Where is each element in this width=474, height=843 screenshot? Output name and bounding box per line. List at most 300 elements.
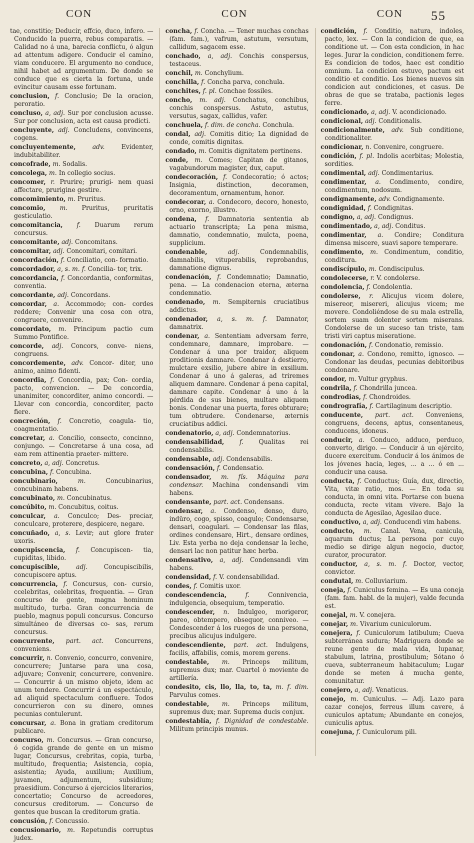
entry-definition: Concretio, coagula- tio, coagmentatio.: [14, 418, 154, 433]
entry-grammar: a, adj.: [354, 687, 374, 694]
dictionary-entry: [165, 216, 308, 248]
entry-grammar: a, adj.: [44, 460, 64, 467]
entry-headword: conejero,: [320, 687, 353, 694]
entry-grammar: f.: [223, 174, 228, 181]
entry-definition: Doctor, vector, convictor.: [324, 561, 464, 576]
entry-headword: concurrente,: [10, 638, 55, 645]
dictionary-entry: [165, 456, 308, 464]
entry-definition: Condenso, denso, duro, indüro, cogo, spisso, coagulo; Condensarse, densari, coagulari. — Condensar las filas, ordines condensare, Hirt., densare ordines, Liv. Esta yerba no deja condensar la leche, densari lac non patitur hæc herba.: [169, 508, 309, 555]
entry-definition: Conchae fossiles.: [218, 88, 273, 95]
entry-headword: condolencia,: [320, 284, 365, 291]
entry-headword: conde,: [165, 157, 189, 164]
entry-grammar: f.: [193, 583, 198, 590]
dictionary-entry: [10, 720, 153, 736]
entry-definition: Comitis ditio; La dignidad de conde, comitis dignitas.: [169, 131, 309, 146]
entry-definition: Princeps militum, supremus dux; mar. Suprema ducis conjux.: [169, 701, 309, 716]
entry-grammar: f.: [366, 284, 371, 291]
entry-headword: condición,: [320, 153, 357, 160]
dictionary-entry: [10, 170, 153, 178]
dictionary-entry: [321, 630, 464, 686]
entry-definition: Pruritus, pruritatis gesticulatio.: [14, 205, 154, 220]
entry-grammar: adv.: [92, 144, 105, 151]
entry-headword: condal,: [165, 131, 191, 138]
dictionary-entry: [10, 179, 153, 195]
entry-definition: Colluviarium.: [365, 578, 408, 585]
dictionary-entry: [165, 592, 308, 608]
entry-definition: Sententiam adversam ferre, condemnare, damnare, improbare. — Condenar á una por traidor, aliquem proditionis damnare. Condenar á destierro, mulctare exsilio, jubere abire in exsilium. Condenar á uno á galeras, ad triremes aliquem damnare. Condenar á pena capital, damnare capite. Condenar á uno á la pérdida de sus bienes, multare aliquem bonis. Condenar una puerta, fores obturare; tum obtrudere. Condenarse, æternis cruciatibus addici.: [169, 333, 309, 428]
dictionary-entry: [321, 214, 464, 222]
dictionary-entry: [10, 301, 153, 325]
entry-headword: condecorar,: [165, 199, 207, 206]
entry-definition: Comes; Capitan de gitanos, vagabundorum magister, dux, caput.: [169, 157, 309, 172]
dictionary-entry: [10, 239, 153, 247]
entry-definition: Conditus.: [395, 223, 426, 230]
dictionary-entry: [321, 696, 464, 728]
dictionary-entry: [165, 97, 308, 121]
entry-headword: condimento,: [320, 249, 364, 256]
dictionary-entry: [321, 153, 464, 169]
dictionary-entry: [321, 196, 464, 204]
entry-headword: concubina,: [10, 469, 48, 476]
entry-headword: condensabilidad,: [165, 439, 225, 446]
entry-headword: concordia,: [10, 377, 47, 384]
entry-grammar: m.: [350, 696, 359, 703]
dictionary-entry: [165, 508, 308, 556]
dictionary-entry: [321, 578, 464, 586]
dictionary-entry: [10, 377, 153, 417]
entry-definition: Conditionalis.: [378, 118, 422, 125]
entry-headword: concubinato,: [10, 495, 55, 502]
entry-definition: Connivencia, indulgencia, obsequium, temperatio.: [169, 592, 309, 607]
entry-headword: concreto,: [10, 460, 43, 467]
entry-grammar: adj.: [52, 248, 65, 255]
entry-grammar: a.: [50, 720, 56, 727]
dictionary-entry: [321, 342, 464, 350]
dictionary-entry: [10, 478, 153, 494]
entry-definition: Machina condensandi vim habens.: [169, 482, 309, 497]
entry-headword: conducir,: [320, 437, 353, 444]
entry-definition: V. condensabilidad.: [219, 574, 280, 581]
entry-headword: condor,: [320, 376, 347, 383]
dictionary-entry: [165, 299, 308, 315]
entry-headword: condado,: [165, 148, 197, 155]
dictionary-entry: [10, 248, 153, 256]
entry-grammar: m.: [67, 827, 75, 834]
dictionary-entry: [165, 684, 308, 700]
dictionary-entry: [10, 495, 153, 503]
entry-grammar: m.: [67, 196, 76, 203]
entry-grammar: m.: [56, 495, 65, 502]
entry-grammar: m.: [194, 157, 203, 164]
entry-definition: Concursus. — Gran concurso, ó cogida grande de gente en un mismo lugar, Concursus, crebritas, copia, turba, multitudo, frequentia; Asistencia, copia, asistentia; Ayuda, auxilium; Auxilium, juvamen, adjumentum, subsidium; praesidium. Concurso á ejercicios literarios, concertatio; Concurso de acreedores, concursus creditorum. — Concurso de gentes que buscan la creditorum gratia.: [14, 737, 154, 816]
dictionary-entry: [10, 435, 153, 459]
entry-headword: concofrade,: [10, 161, 51, 168]
entry-definition: Accommodo; con- cordes reddere; Convenir una cosa con otra, congruere, convenire.: [14, 301, 154, 324]
entry-definition: Condonatio, remissio.: [374, 342, 444, 349]
entry-headword: condonar,: [320, 351, 355, 358]
entry-definition: Sodalis.: [62, 161, 88, 168]
entry-headword: concurso,: [10, 737, 44, 744]
dictionary-entry: [321, 144, 464, 152]
entry-headword: concordancia,: [10, 275, 59, 282]
dictionary-entry: [165, 316, 308, 332]
entry-headword: conchil,: [165, 70, 193, 77]
entry-headword: conchites,: [165, 88, 201, 95]
column-3: [315, 28, 464, 756]
entry-grammar: f.: [353, 385, 358, 392]
dictionary-entry: [10, 110, 153, 126]
entry-definition: Concurrens, conveniens.: [14, 638, 154, 653]
header-left: CON: [66, 8, 93, 20]
dictionary-entry: [10, 469, 153, 477]
entry-grammar: a, adj.: [374, 223, 394, 230]
entry-grammar: a, s. m. f.: [217, 316, 267, 323]
entry-grammar: f.: [217, 274, 222, 281]
dictionary-entry: [10, 737, 153, 817]
entry-grammar: f.: [239, 439, 244, 446]
entry-headword: concordar,: [10, 301, 47, 308]
entry-grammar: m.: [363, 528, 372, 535]
entry-headword: concubinario,: [10, 478, 58, 485]
dictionary-entry: [165, 465, 308, 473]
entry-definition: Indolis acerbitas; Molestia, sordities.: [324, 153, 464, 168]
entry-grammar: n.: [46, 655, 53, 662]
dictionary-entry: [165, 439, 308, 455]
dictionary-entry: [10, 504, 153, 512]
entry-headword: condenatorio,: [165, 430, 214, 437]
entry-headword: condestable,: [165, 701, 210, 708]
entry-definition: Concubina.: [55, 469, 92, 476]
entry-definition: Conchis conspersus, testaceus.: [169, 53, 309, 68]
dictionary-entry: [321, 561, 464, 577]
entry-definition: Conclusio; De la oracion, peroratio.: [14, 93, 154, 108]
column-1: [10, 28, 154, 842]
entry-grammar: a, s.: [54, 530, 71, 537]
dictionary-entry: [165, 701, 308, 717]
entry-headword: conchilla,: [165, 79, 200, 86]
entry-headword: condesito, cis, llo, lla, to, ta,: [165, 684, 272, 691]
entry-grammar: a.: [375, 179, 381, 186]
dictionary-entry: [165, 131, 308, 147]
entry-definition: Conveniens, congruens, decens, aptus, consentaneus, conducens, idoneus.: [324, 412, 464, 435]
entry-grammar: f.: [363, 28, 368, 35]
entry-headword: condignamente,: [320, 196, 377, 203]
entry-definition: Cuniculorum latibulum; Cueva subterránea sudura; Madriguera donde se reune gente de mala vida, lupanar, stabulum, latrina, prostibulum; Sótano ó cueva, subterraneum habitaculum; Lugar donde se meten á mucha gente, comunitatur.: [324, 630, 464, 685]
entry-grammar: f.: [63, 581, 68, 588]
entry-grammar: adj.: [76, 564, 88, 571]
entry-headword: concomitar,: [10, 248, 52, 255]
dictionary-entry: [10, 564, 153, 580]
entry-grammar: a, s. m. f.: [364, 561, 407, 568]
entry-grammar: a, adj.: [45, 110, 65, 117]
entry-grammar: f.: [205, 216, 210, 223]
dictionary-entry: [10, 655, 153, 719]
dictionary-entry: [165, 430, 308, 438]
dictionary-entry: [10, 292, 153, 300]
entry-headword: condenación,: [165, 274, 212, 281]
entry-headword: condrila,: [320, 385, 352, 392]
dictionary-entry: [165, 28, 308, 52]
entry-headword: condensable,: [165, 456, 211, 463]
entry-headword: concurrir,: [10, 655, 45, 662]
entry-headword: conductivo,: [320, 519, 361, 526]
header-right: CON: [376, 8, 403, 20]
entry-headword: condenado,: [165, 299, 206, 306]
entry-definition: Evidenter, indubitabiliter.: [14, 144, 154, 159]
dictionary-entry: [321, 179, 464, 195]
entry-grammar: m.: [368, 266, 377, 273]
entry-grammar: m.: [350, 621, 359, 628]
entry-headword: concorde,: [10, 343, 44, 350]
entry-definition: Condensans.: [244, 499, 285, 506]
entry-headword: concursar,: [10, 720, 47, 727]
entry-grammar: m.: [355, 578, 364, 585]
entry-definition: Cuniculus femina. — Es una coneja (fam. fam. habl. de la mujer), valde fecunda est.: [324, 587, 464, 610]
entry-headword: conejo,: [320, 696, 346, 703]
dictionary-entry: [10, 257, 153, 265]
entry-grammar: f.: [356, 630, 361, 637]
dictionary-entry: [10, 196, 153, 204]
entry-definition: Alicujus vicem dolere, misereor, misereri, alicujus vicem; me movere. Condoliéndose de su mala estrella, sortem suam dolenter sortem miserans. Condolerse de un suceso tan triste, tam tristi viri captus miseratione.: [324, 293, 464, 340]
entry-definition: Conciliatio, con- formatio.: [66, 257, 149, 264]
dictionary-entry: [321, 293, 464, 341]
entry-definition: Pruritus.: [77, 196, 106, 203]
entry-grammar: adv.: [378, 196, 391, 203]
entry-definition: Bona in gratiam creditorum publicare.: [14, 720, 154, 735]
entry-grammar: part. act.: [233, 642, 268, 649]
entry-headword: concluso,: [10, 110, 43, 117]
entry-definition: Principum pactio cum Summo Pontifice.: [14, 326, 154, 341]
dictionary-entry: [321, 232, 464, 248]
entry-headword: concordación,: [10, 257, 59, 264]
header-center: CON: [221, 8, 248, 20]
entry-definition: Concubitus, coitus.: [58, 504, 119, 511]
entry-definition: Sub conditione, conditionaliter.: [324, 127, 464, 142]
entry-grammar: f.: [369, 403, 374, 410]
entry-grammar: a, adj.: [215, 430, 235, 437]
entry-grammar: a.: [53, 301, 60, 308]
entry-definition: Sempiternis cruciatibus addictus.: [169, 299, 309, 314]
entry-headword: condiscípulo,: [320, 266, 367, 273]
entry-definition: Conchylium.: [204, 70, 244, 77]
entry-definition: Condecoratio; ó actos; Insignia, distinction, decoramen, decoramentum, ornamentum, honor.: [169, 174, 309, 197]
dictionary-entry: [10, 638, 153, 654]
entry-headword: condicionar,: [320, 144, 364, 151]
entry-headword: concurrencia,: [10, 581, 58, 588]
entry-definition: Concordantia, conformitas, conventia.: [14, 275, 154, 290]
entry-grammar: f. dim. de concha.: [204, 122, 261, 129]
entry-definition: Cuniculorum pili.: [362, 729, 417, 736]
entry-grammar: f.: [60, 257, 65, 264]
entry-headword: coneja,: [320, 587, 346, 594]
entry-headword: concupiscible,: [10, 564, 60, 571]
entry-headword: condonación,: [320, 342, 367, 349]
entry-headword: concomimiento,: [10, 196, 66, 203]
entry-grammar: f.: [76, 222, 81, 229]
entry-grammar: m.: [194, 70, 203, 77]
entry-headword: condrografía,: [320, 403, 368, 410]
entry-definition: Militum principis munus.: [169, 726, 249, 733]
entry-grammar: m.: [59, 205, 68, 212]
running-header: [10, 8, 464, 24]
entry-grammar: a.: [358, 351, 364, 358]
entry-headword: condicional,: [320, 118, 363, 125]
entry-headword: concordato,: [10, 326, 52, 333]
entry-definition: Sur por conclusion acusse. Sur por conclusion, acta est causa prodicti.: [14, 110, 154, 125]
entry-definition: Damnator, damnatrix.: [169, 316, 309, 331]
entry-grammar: m.: [77, 478, 86, 485]
entry-headword: condensidad,: [165, 574, 212, 581]
entry-grammar: m. fís. Máquina para condensar.: [169, 474, 309, 489]
entry-headword: condensación,: [165, 465, 215, 472]
entry-grammar: adj.: [61, 239, 74, 246]
entry-definition: Canal. Vena, canicula, aquarum ductus; La persona por cuyo medio se dirige algun negocio, ductor, curator, procurator.: [324, 528, 464, 559]
entry-grammar: f.: [201, 79, 206, 86]
entry-headword: condicionado,: [320, 109, 370, 116]
entry-headword: concusionario,: [10, 827, 62, 834]
dictionary-entry: [165, 70, 308, 78]
entry-grammar: adj.: [57, 292, 69, 299]
dictionary-entry: [165, 148, 308, 156]
entry-grammar: a, adj.: [356, 214, 376, 221]
entry-grammar: m.: [48, 504, 57, 511]
dictionary-entry: [321, 612, 464, 620]
entry-definition: V. condolerse.: [376, 275, 421, 282]
entry-grammar: a, adj.: [362, 519, 382, 526]
entry-grammar: m. adj.: [199, 97, 226, 104]
entry-headword: condestable,: [165, 659, 210, 666]
entry-headword: concordador,: [10, 266, 56, 273]
entry-definition: Condiscipulus.: [378, 266, 425, 273]
entry-headword: condes,: [165, 583, 192, 590]
entry-headword: condenar,: [165, 333, 200, 340]
entry-grammar: f.: [60, 275, 66, 282]
entry-grammar: f.: [363, 394, 368, 401]
entry-grammar: adj.: [212, 456, 225, 463]
dictionary-entry: [321, 394, 464, 402]
entry-definition: Concursus, con- cursio, ccelebritas, celebritas, frequentia. — Gran concurso de gente, magna hominum multitudo, turba. Gran concurrencia de pueblo, magnus populi concursus. Concurso simultáneo de diversas co- sas, rerum concursus.: [14, 581, 154, 636]
entry-headword: concomitante,: [10, 239, 60, 246]
entry-headword: concusión,: [10, 818, 48, 825]
dictionary-entry: [321, 351, 464, 375]
entry-definition: Concordans.: [70, 292, 111, 299]
entry-headword: conejal,: [320, 612, 348, 619]
entry-grammar: f.: [49, 469, 55, 476]
dictionary-entry: [10, 93, 153, 109]
entry-grammar: adj.: [368, 170, 380, 177]
dictionary-entry: [10, 343, 153, 359]
entry-headword: concordante,: [10, 292, 56, 299]
entry-definition: Concretus.: [65, 460, 100, 467]
entry-definition: In collegio socius.: [58, 170, 116, 177]
dictionary-entry: [321, 205, 464, 213]
dictionary-entry: [10, 418, 153, 434]
dictionary-entry: [321, 519, 464, 527]
dictionary-entry: [321, 412, 464, 436]
entry-definition: Concupiscibilis, concupiscere aptus.: [14, 564, 154, 579]
entry-grammar: f.: [347, 587, 352, 594]
entry-grammar: f. pl.: [202, 88, 217, 95]
entry-headword: concreción,: [10, 418, 51, 425]
header-right-group: [377, 8, 446, 24]
entry-headword: condensador,: [165, 474, 212, 481]
entry-definition: Condimentarius.: [381, 170, 434, 177]
entry-grammar: f.: [368, 342, 373, 349]
entry-grammar: a.: [358, 437, 365, 444]
entry-definition: Concomitari, comitari.: [66, 248, 138, 255]
entry-headword: condimentado,: [320, 223, 373, 230]
entry-grammar: adj.: [364, 118, 377, 125]
dictionary-entry: [321, 266, 464, 274]
dictionary-entry: [321, 275, 464, 283]
entry-headword: condignidad,: [320, 205, 366, 212]
column-2: [159, 28, 308, 756]
entry-definition: Venaticus.: [375, 687, 409, 694]
entry-definition: Concha. — Tener muchas conchas (fam. fam.), vafrum, astutum, versutum, callidum, sagacem esse.: [169, 28, 309, 51]
entry-headword: concordemente,: [10, 360, 66, 367]
entry-definition: Concilio, consecto, concinno, conjungo. — Concretarse á una cosa, ad eam rem attinentia praeter- mittere.: [14, 435, 154, 458]
entry-definition: Concors, conve- niens, congruens.: [14, 343, 154, 358]
dictionary-entry: [165, 174, 308, 198]
entry-headword: concretar,: [10, 435, 46, 442]
entry-grammar: r.: [370, 275, 375, 282]
entry-grammar: r.: [369, 293, 374, 300]
entry-definition: Vivarium cuniculorum.: [359, 621, 432, 628]
dictionary-entry: [10, 127, 153, 143]
entry-definition: Condimentum, conditio, conditura.: [324, 249, 464, 264]
entry-grammar: a, adj.: [219, 557, 244, 564]
entry-headword: condimental,: [320, 170, 367, 177]
dictionary-entry: [165, 474, 308, 498]
entry-headword: condrodias,: [320, 394, 362, 401]
entry-headword: concuñado,: [10, 530, 50, 537]
entry-grammar: a.: [210, 508, 217, 515]
dictionary-entry: [321, 437, 464, 477]
entry-definition: Concha parva, conchula.: [207, 79, 285, 86]
entry-headword: condolecerse,: [320, 275, 369, 282]
entry-headword: concluyentemente,: [10, 144, 76, 151]
entry-grammar: f.: [216, 465, 221, 472]
entry-definition: Conductus; Guía, dux, directio, Vita, vitæ ratio, mos. — En toda su conducta, in omni vita. Portarse con buena conducta, recte vitam vivere. Bajo la conducta de Agesilao, Agesilao duce.: [324, 478, 465, 517]
entry-grammar: f.: [356, 729, 361, 736]
columns: [10, 28, 465, 842]
entry-grammar: adj.: [194, 131, 207, 138]
entry-headword: conchado,: [165, 53, 201, 60]
entry-definition: V. conejera.: [359, 612, 396, 619]
dictionary-entry: [321, 170, 464, 178]
entry-definition: Parvulus comes.: [169, 692, 221, 699]
entry-grammar: a, adj.: [371, 109, 391, 116]
entry-headword: conculcar,: [10, 513, 46, 520]
entry-grammar: n.: [365, 144, 372, 151]
entry-definition: Concubinarius, concubinam habens.: [14, 478, 154, 493]
dictionary-entry: [165, 88, 308, 96]
entry-headword: condensante,: [165, 499, 212, 506]
entry-grammar: f.: [194, 28, 199, 35]
entry-definition: Levir; aut glore frater uxoris.: [14, 530, 154, 545]
dictionary-entry: [165, 609, 308, 641]
dictionary-entry: [321, 127, 464, 143]
dictionary-entry: [321, 249, 464, 265]
dictionary-entry: [321, 376, 464, 384]
entry-definition: tae, constitio; Deducir, effcio, duco, infero. — Conducido la puerra, rebus comparatis. — Calidad no á una, barecia conflictu, ó algun ad attentum adigere. Conducir el camino, viam conducere. El argumento no conduce, nihil habet ad argumentum. De donde se conduce que es cierta la fortuna, unde evincitur causam esse fortunam.: [10, 28, 154, 91]
entry-grammar: part. act.: [65, 638, 104, 645]
entry-headword: condensativo,: [165, 557, 214, 564]
entry-headword: concluyente,: [10, 127, 54, 134]
entry-grammar: adj.: [227, 249, 240, 256]
entry-headword: condición,: [320, 28, 357, 35]
entry-definition: Indulgens, facilis, affabilis, comis, morem gerens.: [169, 642, 309, 657]
